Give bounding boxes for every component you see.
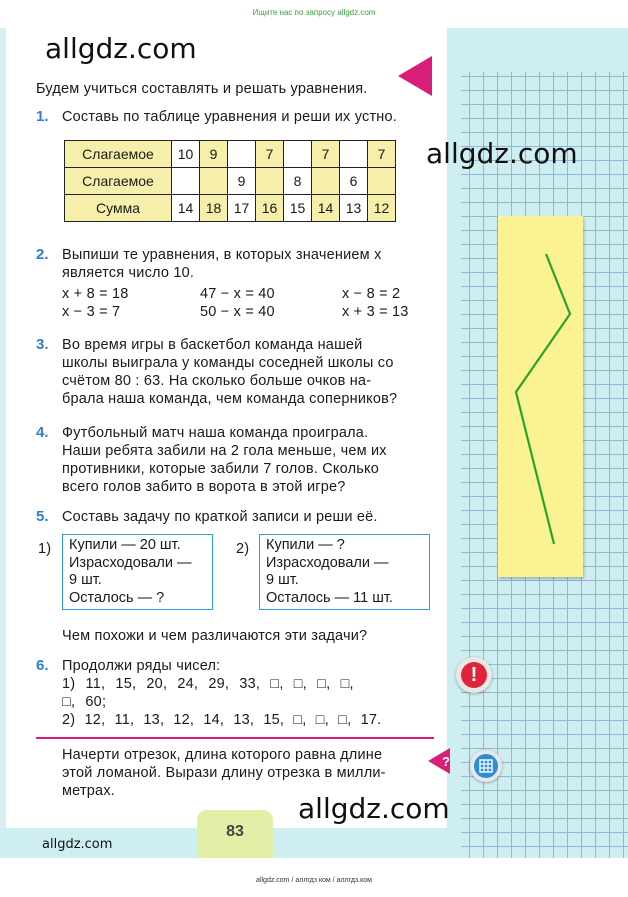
task4-line: Наши ребята забили на 2 гола меньше, чем их (62, 443, 387, 459)
task6-number: 6. (36, 657, 49, 674)
broken-line-drawing (498, 216, 583, 577)
task2-number: 2. (36, 246, 49, 263)
task4-line: всего голов забито в ворота в этой игре? (62, 479, 346, 495)
task2-line1: Выпиши те уравнения, в которых значением x (62, 247, 382, 263)
equation: x − 3 = 7 (62, 304, 121, 320)
left-margin-bar (0, 28, 6, 828)
table-cell: 15 (284, 195, 312, 222)
equation: 47 − x = 40 (200, 286, 275, 302)
table-cell: 6 (340, 168, 368, 195)
note-line: Израсходовали — (266, 554, 389, 571)
task6-text: Продолжи ряды чисел: (62, 658, 221, 674)
box2-label: 2) (236, 541, 250, 557)
task4-line: Футбольный матч наша команда проиграла. (62, 425, 369, 441)
table-cell (284, 141, 312, 168)
task4-line: противники, которые забили 7 голов. Сколько (62, 461, 379, 477)
task3-line: школы выиграла у команды соседней школы со (62, 355, 394, 371)
equation: x + 3 = 13 (342, 304, 409, 320)
sums-table (64, 140, 396, 222)
table-cell: 7 (256, 141, 284, 168)
pink-marker-icon (398, 56, 432, 96)
note-line: Осталось — 11 шт. (266, 589, 393, 606)
task3-number: 3. (36, 336, 49, 353)
task5-text: Составь задачу по краткой записи и реши её. (62, 509, 378, 525)
row-label: Слагаемое (65, 141, 172, 168)
table-row (65, 141, 396, 168)
table-cell: 14 (312, 195, 340, 222)
grid-icon (474, 754, 498, 778)
grid-icon-glyph (474, 754, 498, 778)
note-line: 9 шт. (266, 572, 299, 588)
table-cell (312, 168, 340, 195)
table-row (65, 168, 396, 195)
note-line: Осталось — ? (69, 589, 165, 606)
bonus-line: Начерти отрезок, длина которого равна длине (62, 747, 383, 763)
short-note-box-1 (62, 534, 213, 610)
bonus-line: этой ломаной. Вырази длину отрезка в милли- (62, 765, 386, 781)
top-watermark-banner: Ищите нас по запросу allgdz.com (252, 8, 376, 17)
table-row (65, 195, 396, 222)
polyline-card (498, 216, 583, 577)
sequence-1-cont: □, 60; (62, 694, 107, 710)
table-cell (256, 168, 284, 195)
table-cell: 8 (284, 168, 312, 195)
task3-line: Во время игры в баскетбол команда нашей (62, 337, 363, 353)
table-cell (228, 141, 256, 168)
table-cell: 9 (200, 141, 228, 168)
sequence-2: 2) 12, 11, 13, 12, 14, 13, 15, □, □, □, 17. (62, 712, 382, 728)
bonus-line: метрах. (62, 783, 115, 799)
table-cell: 7 (368, 141, 396, 168)
note-line: Купили — ? (266, 537, 345, 553)
graph-paper-top (447, 28, 628, 72)
exclamation-icon: ! (461, 662, 487, 688)
equation: x + 8 = 18 (62, 286, 129, 302)
table-cell (340, 141, 368, 168)
table-cell: 7 (312, 141, 340, 168)
watermark-bottom-center: allgdz.com (298, 792, 450, 825)
page-number: 83 (197, 810, 273, 858)
watermark-bottom-left: allgdz.com (42, 837, 113, 852)
note-line: Израсходовали — (69, 554, 192, 571)
table-cell: 10 (172, 141, 200, 168)
row-label: Сумма (65, 195, 172, 222)
footer-watermark: allgdz.com / аллгдз ком / аллгдз.ком (256, 877, 372, 884)
task3-line: брала наша команда, чем команда соперников? (62, 391, 398, 407)
sequence-1: 1) 11, 15, 20, 24, 29, 33, □, □, □, □, (62, 676, 354, 692)
table-cell: 14 (172, 195, 200, 222)
task4-number: 4. (36, 424, 49, 441)
task2-line2: является число 10. (62, 265, 195, 281)
task1-text: Составь по таблице уравнения и реши их устно. (62, 109, 398, 125)
table-cell: 17 (228, 195, 256, 222)
table-cell: 16 (256, 195, 284, 222)
box1-label: 1) (38, 541, 52, 557)
table-cell: 18 (200, 195, 228, 222)
table-cell (172, 168, 200, 195)
equation: x − 8 = 2 (342, 286, 401, 302)
intro-text: Будем учиться составлять и решать уравнения. (36, 81, 368, 97)
divider (36, 737, 434, 739)
table-cell (200, 168, 228, 195)
short-note-box-2 (259, 534, 430, 610)
broken-line (516, 254, 570, 544)
equation: 50 − x = 40 (200, 304, 275, 320)
task1-number: 1. (36, 108, 49, 125)
table-cell: 12 (368, 195, 396, 222)
task5-number: 5. (36, 508, 49, 525)
task5-question: Чем похожи и чем различаются эти задачи? (62, 628, 368, 644)
task3-line: счётом 80 : 63. На сколько больше очков на- (62, 373, 372, 389)
note-line: 9 шт. (69, 572, 102, 588)
table-cell (368, 168, 396, 195)
watermark-middle-right: allgdz.com (426, 137, 578, 170)
row-label: Слагаемое (65, 168, 172, 195)
note-line: Купили — 20 шт. (69, 537, 181, 553)
watermark-top-left: allgdz.com (45, 32, 197, 65)
table-cell: 13 (340, 195, 368, 222)
question-icon: ? (442, 754, 450, 769)
table-cell: 9 (228, 168, 256, 195)
